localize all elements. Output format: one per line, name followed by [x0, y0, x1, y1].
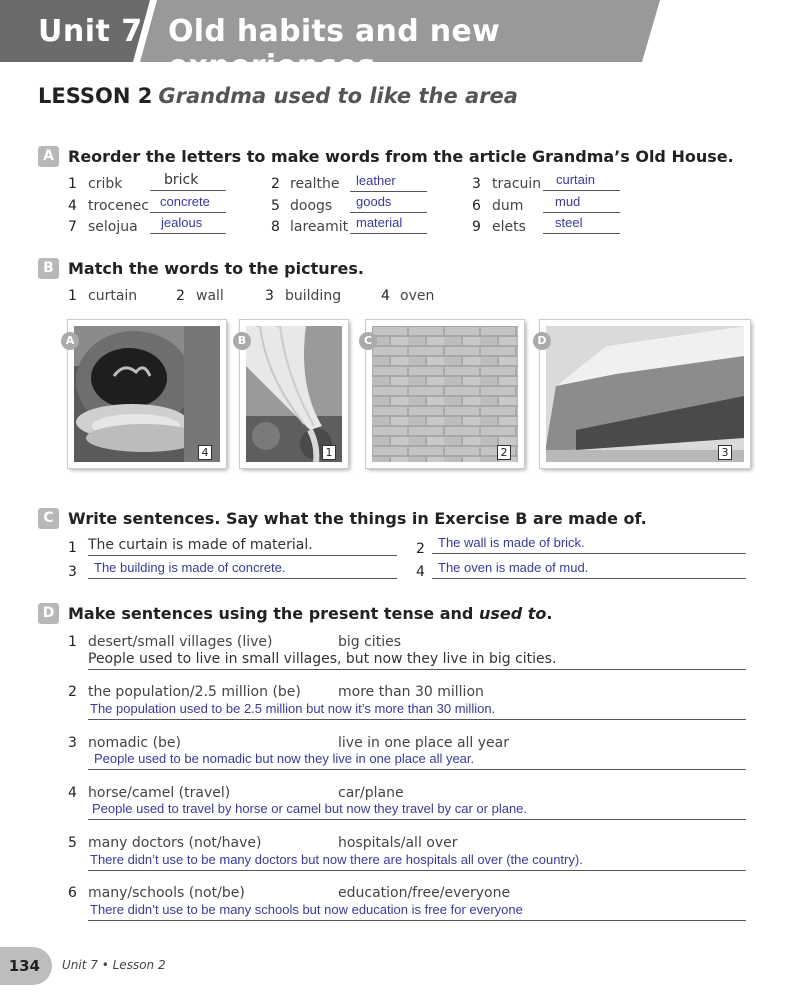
exd-num: 4 — [68, 785, 77, 801]
exercise-b-badge: B — [38, 258, 59, 279]
footer-separator: • — [101, 958, 109, 972]
exd-answer-field[interactable]: The population used to be 2.5 million but now it’s more than 30 million. — [88, 702, 746, 720]
instruction-emphasis: used to — [478, 604, 547, 623]
exd-prompt-right: big cities — [338, 634, 401, 650]
footer-unit: Unit 7 — [62, 958, 98, 972]
exa-answer-field[interactable]: leather — [350, 174, 427, 192]
exa-answer-field[interactable]: brick — [150, 173, 226, 191]
footer-label — [62, 958, 166, 972]
exd-num: 3 — [68, 735, 77, 751]
exa-num: 4 — [68, 198, 77, 214]
exa-num: 9 — [472, 219, 481, 235]
exd-prompt-right: education/free/everyone — [338, 885, 511, 901]
exc-num: 1 — [68, 540, 77, 556]
exd-answer-field[interactable]: There didn’t use to be many schools but now education is free for everyone — [88, 903, 746, 921]
exa-answer-field[interactable]: mud — [543, 195, 620, 213]
exd-prompt-right: live in one place all year — [338, 735, 510, 751]
exa-word: realthe — [290, 176, 340, 192]
unit-label: Unit 7 — [38, 14, 143, 49]
exercise-c-instruction: Write sentences. Say what the things in Exercise B are made of. — [68, 509, 647, 528]
exd-answer-field[interactable]: There didn’t use to be many doctors but now there are hospitals all over (the country). — [88, 853, 746, 871]
exercise-b-instruction: Match the words to the pictures. — [68, 259, 364, 278]
exb-word: wall — [196, 288, 224, 304]
exercise-d-instruction — [68, 604, 552, 623]
exa-answer-field[interactable]: material — [350, 216, 427, 234]
exa-word: cribk — [88, 176, 123, 192]
picture-label: B — [233, 332, 251, 350]
picture-answer-box[interactable]: 3 — [718, 445, 732, 460]
exa-word: tracuin — [492, 176, 542, 192]
lesson-heading — [38, 84, 518, 108]
exc-num: 3 — [68, 564, 77, 580]
exa-num: 8 — [271, 219, 280, 235]
exd-answer-field[interactable]: People used to travel by horse or camel but now they travel by car or plane. — [88, 802, 746, 820]
exd-prompt: the population/2.5 million (be) — [88, 684, 301, 700]
picture-answer-box[interactable]: 1 — [322, 445, 336, 460]
exc-num: 4 — [416, 564, 425, 580]
exd-prompt-right: car/plane — [338, 785, 404, 801]
unit-title: Old habits and new experiences — [168, 14, 501, 84]
exa-num: 3 — [472, 176, 481, 192]
picture-label: C — [359, 332, 377, 350]
exa-num: 1 — [68, 176, 77, 192]
exa-answer-field[interactable]: steel — [543, 216, 620, 234]
exa-word: elets — [492, 219, 526, 235]
picture-answer-box[interactable]: 4 — [198, 445, 212, 460]
exa-word: dum — [492, 198, 524, 214]
lesson-label: LESSON 2 — [38, 84, 153, 108]
exc-answer-field[interactable]: The building is made of concrete. — [88, 561, 397, 579]
instruction-text: Make sentences using the present tense and — [68, 604, 479, 623]
exa-word: doogs — [290, 198, 333, 214]
exd-answer-field[interactable]: People used to be nomadic but now they live in one place all year. — [88, 752, 746, 770]
exb-word: building — [285, 288, 342, 304]
exa-answer-field[interactable]: concrete — [150, 195, 226, 213]
exb-num: 1 — [68, 288, 77, 304]
footer-lesson: Lesson 2 — [112, 958, 166, 972]
exd-prompt: horse/camel (travel) — [88, 785, 231, 801]
exb-num: 2 — [176, 288, 185, 304]
instruction-end: . — [546, 604, 553, 623]
exd-num: 2 — [68, 684, 77, 700]
exa-word: lareamit — [290, 219, 349, 235]
exd-num: 1 — [68, 634, 77, 650]
exd-prompt: many doctors (not/have) — [88, 835, 262, 851]
exa-num: 5 — [271, 198, 280, 214]
exa-num: 2 — [271, 176, 280, 192]
unit-banner — [0, 0, 660, 84]
exercise-a-badge: A — [38, 146, 59, 167]
exa-answer-field[interactable]: jealous — [150, 216, 226, 234]
exa-answer-field[interactable]: goods — [350, 195, 427, 213]
exc-num: 2 — [416, 541, 425, 557]
exd-prompt: nomadic (be) — [88, 735, 182, 751]
picture-label: A — [61, 332, 79, 350]
exa-word: selojua — [88, 219, 138, 235]
exb-num: 4 — [381, 288, 390, 304]
picture-answer-box[interactable]: 2 — [497, 445, 511, 460]
exc-answer-field[interactable]: The curtain is made of material. — [88, 538, 397, 556]
exd-num: 5 — [68, 835, 77, 851]
exd-answer-field[interactable]: People used to live in small villages, but now they live in big cities. — [88, 652, 746, 670]
exa-num: 7 — [68, 219, 77, 235]
exc-answer-field[interactable]: The oven is made of mud. — [432, 561, 746, 579]
exd-prompt-right: more than 30 million — [338, 684, 484, 700]
exd-num: 6 — [68, 885, 77, 901]
exercise-a-instruction: Reorder the letters to make words from the article Grandma’s Old House. — [68, 147, 734, 166]
exd-prompt: many/schools (not/be) — [88, 885, 245, 901]
exa-num: 6 — [472, 198, 481, 214]
lesson-title: Grandma used to like the area — [158, 84, 518, 108]
exercise-c-badge: C — [38, 508, 59, 529]
page-number: 134 — [0, 947, 52, 985]
exb-word: oven — [400, 288, 435, 304]
exa-word: trocenec — [88, 198, 149, 214]
picture-label: D — [533, 332, 551, 350]
exc-answer-field[interactable]: The wall is made of brick. — [432, 536, 746, 554]
exa-answer-field[interactable]: curtain — [543, 173, 620, 191]
exd-prompt-right: hospitals/all over — [338, 835, 458, 851]
exb-word: curtain — [88, 288, 138, 304]
exb-num: 3 — [265, 288, 274, 304]
exd-prompt: desert/small villages (live) — [88, 634, 273, 650]
exercise-d-badge: D — [38, 603, 59, 624]
